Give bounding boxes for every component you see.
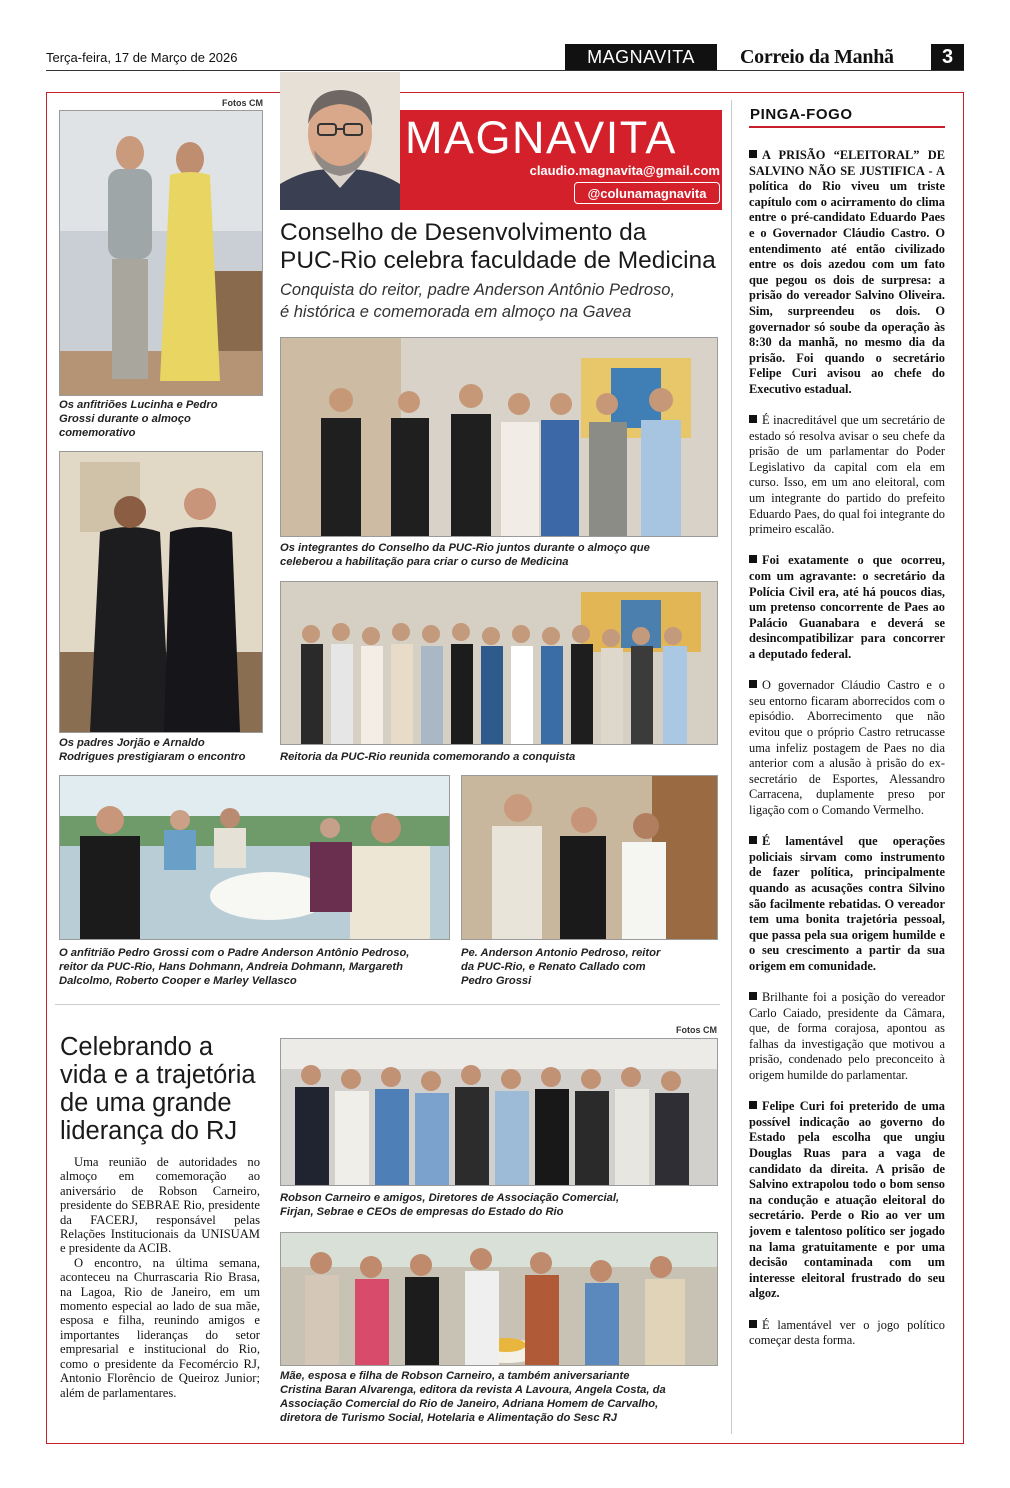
story2-headline [60, 1033, 256, 1145]
section-name: MAGNAVITA [565, 44, 717, 70]
bullet-square-icon [749, 992, 757, 1000]
pinga-fogo-item-text: Foi exatamente o que ocorreu, com um agravante: o secretário da Polícia Civil era, até há poucos dias, um pretenso concorrente de Paes ao Palácio Guanabara e deverá se desincompatibilizar para concorrer a deputado federal. [749, 553, 945, 661]
pinga-fogo-item [749, 678, 945, 818]
caption-line: Grossi durante o almoço [59, 413, 191, 425]
story-divider [55, 1004, 720, 1005]
pinga-fogo-item [749, 1099, 945, 1302]
bullet-square-icon [749, 1320, 757, 1328]
story2-headline-line: vida e a trajetória [60, 1061, 256, 1089]
newspaper-name: Correio da Manhã [740, 46, 894, 68]
bullet-square-icon [749, 680, 757, 688]
pinga-fogo-item-lead: A PRISÃO “ELEITORAL” DE SALVINO NÃO SE JUSTIFICA [749, 148, 945, 178]
pinga-fogo-item-text: É lamentável que operações policiais sirvam como instrumento de fazer política, principalmente quando as acusações contra Silvino são facilmente rebatidas. O vereador tem uma bonita trajetória pessoal, que passa pela sua origem humilde e o seu crescimento a partir da sua origem em comunidade. [749, 834, 945, 973]
pinga-fogo-item-text: O governador Cláudio Castro e o seu entorno ficaram aborrecidos com o episódio. Aborrecimento que não evitou que o próprio Castro retrucasse uma infeliz postagem de Paes no dia anterior com a alusão à prisão do ex-secretário de Esportes, Alessandro Carracena, duplamente preso por ligação com o Comando Vermelho. [749, 678, 945, 817]
story2-headline-line: liderança do RJ [60, 1117, 238, 1145]
story2-paragraph: Uma reunião de autoridades no almoço em comemoração ao aniversário de Robson Carneiro, presidente do SEBRAE Rio, presidente da FACERJ, responsável pelas Relações Institucionais da UNISUAM e presidente da ACIB. [60, 1155, 260, 1256]
photo-group [280, 1038, 718, 1186]
caption-line: Pe. Anderson Antonio Pedroso, reitor [461, 947, 661, 959]
bullet-square-icon [749, 150, 757, 158]
caption-rector [461, 946, 660, 988]
photo-family [280, 1232, 718, 1366]
pinga-fogo-title: PINGA-FOGO [750, 106, 853, 123]
caption-line: Firjan, Sebrae e CEOs de empresas do Estado do Rio [280, 1206, 564, 1218]
caption-family [280, 1369, 666, 1425]
caption-line: Os anfitriões Lucinha e Pedro [59, 399, 218, 411]
caption-line: Dalcolmo, Roberto Cooper e Marley Vellasco [59, 975, 297, 987]
photo-table [59, 775, 450, 940]
caption-line: Os integrantes do Conselho da PUC-Rio juntos durante o almoço que [280, 542, 650, 554]
caption-line: Rodrigues prestigiaram o encontro [59, 751, 246, 763]
pinga-fogo-rule [749, 126, 945, 128]
caption-line: da PUC-Rio, e Renato Callado com [461, 961, 646, 973]
caption-line: Cristina Baran Alvarenga, editora da revista A Lavoura, Angela Costa, da [280, 1384, 666, 1396]
issue-date: Terça-feira, 17 de Março de 2026 [46, 50, 238, 65]
caption-line: comemorativo [59, 427, 136, 439]
caption-group [280, 1191, 619, 1219]
pinga-fogo-item [749, 148, 945, 398]
caption-line: Robson Carneiro e amigos, Diretores de Associação Comercial, [280, 1192, 620, 1204]
columnist-social-handle[interactable]: @colunamagnavita [574, 182, 720, 204]
caption-line: Mãe, esposa e filha de Robson Carneiro, a também aniversariante [280, 1370, 630, 1382]
caption-hosts [59, 398, 218, 440]
photo-hosts [59, 110, 263, 396]
columnist-email[interactable]: claudio.magnavita@gmail.com [529, 163, 720, 178]
pinga-fogo-item [749, 1318, 945, 1349]
photo-rector [461, 775, 718, 940]
pinga-fogo-item [749, 990, 945, 1084]
story1-headline [280, 219, 716, 275]
pinga-fogo-item-text: Brilhante foi a posição do vereador Carlo Caiado, presidente da Câmara, que, de forma corajosa, apontou as falhas da investigação que motivou a prisão, condenado pelo preconceito à origem humilde do parlamentar. [749, 990, 945, 1083]
bullet-square-icon [749, 555, 757, 563]
bullet-square-icon [749, 1101, 757, 1109]
story1-headline-line: PUC-Rio celebra faculdade de Medicina [280, 247, 716, 274]
photo-credit: Fotos CM [676, 1025, 717, 1035]
columnist-portrait [280, 72, 400, 210]
story1-subhead [280, 279, 675, 323]
caption-priests [59, 736, 246, 764]
caption-line: Associação Comercial do Rio de Janeiro, Adriana Homem de Carvalho, [280, 1398, 659, 1410]
bullet-square-icon [749, 836, 757, 844]
story1-subhead-line: Conquista do reitor, padre Anderson Antônio Pedroso, [280, 281, 676, 299]
caption-table [59, 946, 409, 988]
header-rule [46, 70, 964, 71]
story2-headline-line: Celebrando a [60, 1033, 214, 1061]
pinga-fogo-body [749, 148, 945, 1364]
pinga-fogo-item-text: É inacreditável que um secretário de estado só resolva avisar o seu chefe da prisão de um parlamentar do Poder Legislativo da capital com ela em curso. Isso, em um ano eleitoral, com um integrante do partido do prefeito Eduardo Paes, do qual foi integrante do primeiro escalão. [749, 413, 945, 537]
column-title: MAGNAVITA [405, 112, 677, 163]
photo-rectory [280, 581, 718, 745]
pinga-fogo-item-text: É lamentável ver o jogo político começar desta forma. [749, 1317, 945, 1348]
caption-line: reitor da PUC-Rio, Hans Dohmann, Andreia Dohmann, Margareth [59, 961, 403, 973]
bullet-square-icon [749, 415, 757, 423]
photo-priests [59, 451, 263, 733]
story2-headline-line: de uma grande [60, 1089, 232, 1117]
caption-line: Pedro Grossi [461, 975, 532, 987]
pinga-fogo-item [749, 413, 945, 538]
caption-line: Os padres Jorjão e Arnaldo [59, 737, 205, 749]
pinga-fogo-item-text: Felipe Curi foi preterido de uma possível indicação ao governo do Estado pela escolha que ungiu Douglas Ruas para a vaga de candidato da direita. A prisão de Salvino extrapolou todo o bom senso na condução e atuação eleitoral do secretário. Perde o Rio ao ver um jovem e talentoso político ser jogado na lama gratuitamente e por uma decisão contaminada com um interesse eleitoral frustrado do seu algoz. [749, 1099, 945, 1301]
caption-line: O anfitrião Pedro Grossi com o Padre Anderson Antônio Pedroso, [59, 947, 410, 959]
story1-headline-line: Conselho de Desenvolvimento da [280, 219, 647, 246]
story2-body [60, 1155, 260, 1400]
photo-credit: Fotos CM [222, 98, 263, 108]
pinga-fogo-item [749, 834, 945, 974]
column-divider [731, 100, 732, 1434]
photo-council [280, 337, 718, 537]
pinga-fogo-item-text: - A política do Rio viveu um triste capítulo com o acirramento do clima entre o pré-candidato Eduardo Paes e o Governador Cláudio Castro. O entendimento até então civilizado entre os dois azedou com um fato que pegou os dois de surpresa: a prisão do vereador Salvino Oliveira. Sim, surpreendeu os dois. O governador só soube da operação às 8:30 da manhã, no mesmo dia da prisão. Foi quando o secretário Felipe Curi avisou ao chefe do Executivo estadual. [749, 163, 946, 396]
caption-rectory: Reitoria da PUC-Rio reunida comemorando a conquista [280, 751, 576, 763]
pinga-fogo-item [749, 553, 945, 662]
story1-subhead-line: é histórica e comemorada em almoço na Gavea [280, 303, 632, 321]
page-number: 3 [931, 44, 964, 70]
caption-council [280, 541, 650, 569]
caption-line: celeberou a habilitação para criar o curso de Medicina [280, 556, 569, 568]
caption-line: diretora de Turismo Social, Hotelaria e Alimentação do Sesc RJ [280, 1412, 617, 1424]
story2-paragraph: O encontro, na última semana, aconteceu na Churrascaria Rio Brasa, na Lagoa, Rio de Janeiro, em um momento especial ao lado de sua mãe, esposa e filha, reunindo amigos e importantes lideranças do setor empresarial e institucional do Rio, como o presidente da Fecomércio RJ, Antonio Florêncio de Queiroz Junior; além de parlamentares. [60, 1255, 260, 1400]
